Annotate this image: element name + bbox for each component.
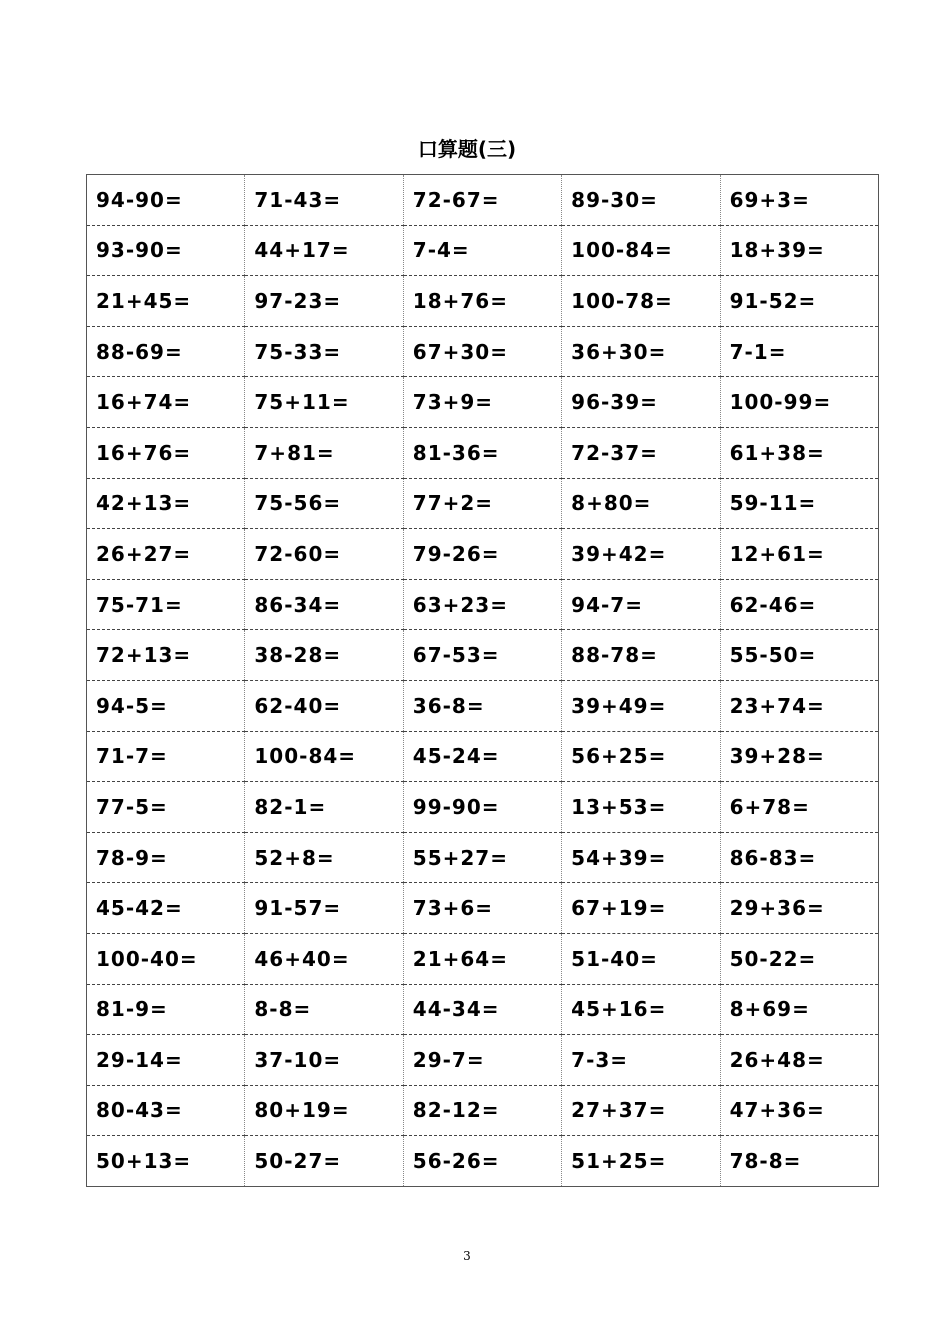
problem-cell: 50+13= [87,1136,245,1187]
page-title: 口算题(三) [417,137,517,161]
problem-cell: 6+78= [720,782,878,833]
problem-cell: 55+27= [403,832,561,883]
problem-cell: 29-7= [403,1035,561,1086]
problem-cell: 73+9= [403,377,561,428]
problem-cell: 100-84= [245,731,403,782]
grid-row [87,326,879,377]
problem-cell: 29+36= [720,883,878,934]
grid-row [87,1136,879,1187]
grid-row [87,529,879,580]
grid-row [87,883,879,934]
problem-cell: 75-71= [87,579,245,630]
problem-cell: 81-36= [403,427,561,478]
problem-cell: 71-43= [245,175,403,226]
problem-cell: 86-34= [245,579,403,630]
problem-cell: 55-50= [720,630,878,681]
problem-cell: 67+30= [403,326,561,377]
problem-cell: 56+25= [562,731,720,782]
grid-row [87,680,879,731]
problem-cell: 39+42= [562,529,720,580]
problem-cell: 44+17= [245,225,403,276]
grid-row [87,984,879,1035]
problem-cell: 36+30= [562,326,720,377]
problem-cell: 67+19= [562,883,720,934]
problem-cell: 50-27= [245,1136,403,1187]
problem-cell: 75-33= [245,326,403,377]
problem-cell: 7+81= [245,427,403,478]
problem-cell: 77+2= [403,478,561,529]
problem-cell: 16+74= [87,377,245,428]
grid-row [87,731,879,782]
grid-row [87,175,879,226]
problem-cell: 51+25= [562,1136,720,1187]
problem-cell: 62-46= [720,579,878,630]
problem-cell: 97-23= [245,276,403,327]
problem-cell: 100-78= [562,276,720,327]
problem-cell: 94-90= [87,175,245,226]
grid-row [87,832,879,883]
grid-row [87,276,879,327]
problem-cell: 94-7= [562,579,720,630]
problem-cell: 88-78= [562,630,720,681]
problem-cell: 82-12= [403,1085,561,1136]
problem-cell: 8+69= [720,984,878,1035]
problem-cell: 18+76= [403,276,561,327]
problem-cell: 42+13= [87,478,245,529]
problem-cell: 45-24= [403,731,561,782]
problem-cell: 71-7= [87,731,245,782]
problem-cell: 78-9= [87,832,245,883]
problem-cell: 93-90= [87,225,245,276]
grid-body [87,175,879,1187]
problem-cell: 39+28= [720,731,878,782]
problem-cell: 77-5= [87,782,245,833]
problem-cell: 12+61= [720,529,878,580]
problem-cell: 82-1= [245,782,403,833]
problem-cell: 37-10= [245,1035,403,1086]
problem-cell: 56-26= [403,1136,561,1187]
grid-row [87,579,879,630]
problem-cell: 100-99= [720,377,878,428]
problem-cell: 26+27= [87,529,245,580]
grid-row [87,478,879,529]
problem-cell: 45+16= [562,984,720,1035]
problem-cell: 7-4= [403,225,561,276]
problem-cell: 18+39= [720,225,878,276]
problem-cell: 88-69= [87,326,245,377]
problem-cell: 91-57= [245,883,403,934]
problem-cell: 46+40= [245,933,403,984]
problem-cell: 67-53= [403,630,561,681]
problem-cell: 21+45= [87,276,245,327]
problem-cell: 72-60= [245,529,403,580]
grid-row [87,427,879,478]
problem-cell: 59-11= [720,478,878,529]
problem-cell: 21+64= [403,933,561,984]
problem-cell: 61+38= [720,427,878,478]
grid-row [87,377,879,428]
problem-cell: 54+39= [562,832,720,883]
arithmetic-grid [86,174,879,1187]
problem-cell: 72-67= [403,175,561,226]
problem-cell: 63+23= [403,579,561,630]
problem-cell: 94-5= [87,680,245,731]
problem-cell: 99-90= [403,782,561,833]
problem-cell: 29-14= [87,1035,245,1086]
problem-cell: 75-56= [245,478,403,529]
problem-cell: 44-34= [403,984,561,1035]
grid-row [87,225,879,276]
problem-cell: 45-42= [87,883,245,934]
problem-cell: 75+11= [245,377,403,428]
problem-cell: 52+8= [245,832,403,883]
problem-cell: 27+37= [562,1085,720,1136]
problem-cell: 96-39= [562,377,720,428]
problem-cell: 7-3= [562,1035,720,1086]
problem-cell: 100-40= [87,933,245,984]
problem-cell: 78-8= [720,1136,878,1187]
problem-cell: 69+3= [720,175,878,226]
problem-cell: 86-83= [720,832,878,883]
grid-row [87,630,879,681]
problem-cell: 62-40= [245,680,403,731]
problem-cell: 13+53= [562,782,720,833]
problem-cell: 72+13= [87,630,245,681]
problem-cell: 8+80= [562,478,720,529]
problem-cell: 47+36= [720,1085,878,1136]
problem-cell: 81-9= [87,984,245,1035]
grid-row [87,1035,879,1086]
problem-cell: 79-26= [403,529,561,580]
page-number: 3 [463,1249,471,1263]
problem-cell: 73+6= [403,883,561,934]
problem-cell: 26+48= [720,1035,878,1086]
grid-row [87,782,879,833]
problem-cell: 89-30= [562,175,720,226]
grid-row [87,1085,879,1136]
problem-cell: 7-1= [720,326,878,377]
problem-cell: 16+76= [87,427,245,478]
problem-cell: 50-22= [720,933,878,984]
problem-cell: 72-37= [562,427,720,478]
problem-cell: 39+49= [562,680,720,731]
problem-cell: 91-52= [720,276,878,327]
problem-cell: 38-28= [245,630,403,681]
problem-cell: 36-8= [403,680,561,731]
problem-cell: 100-84= [562,225,720,276]
grid-row [87,933,879,984]
problem-cell: 80+19= [245,1085,403,1136]
problem-cell: 8-8= [245,984,403,1035]
problem-cell: 23+74= [720,680,878,731]
problem-cell: 51-40= [562,933,720,984]
problem-cell: 80-43= [87,1085,245,1136]
